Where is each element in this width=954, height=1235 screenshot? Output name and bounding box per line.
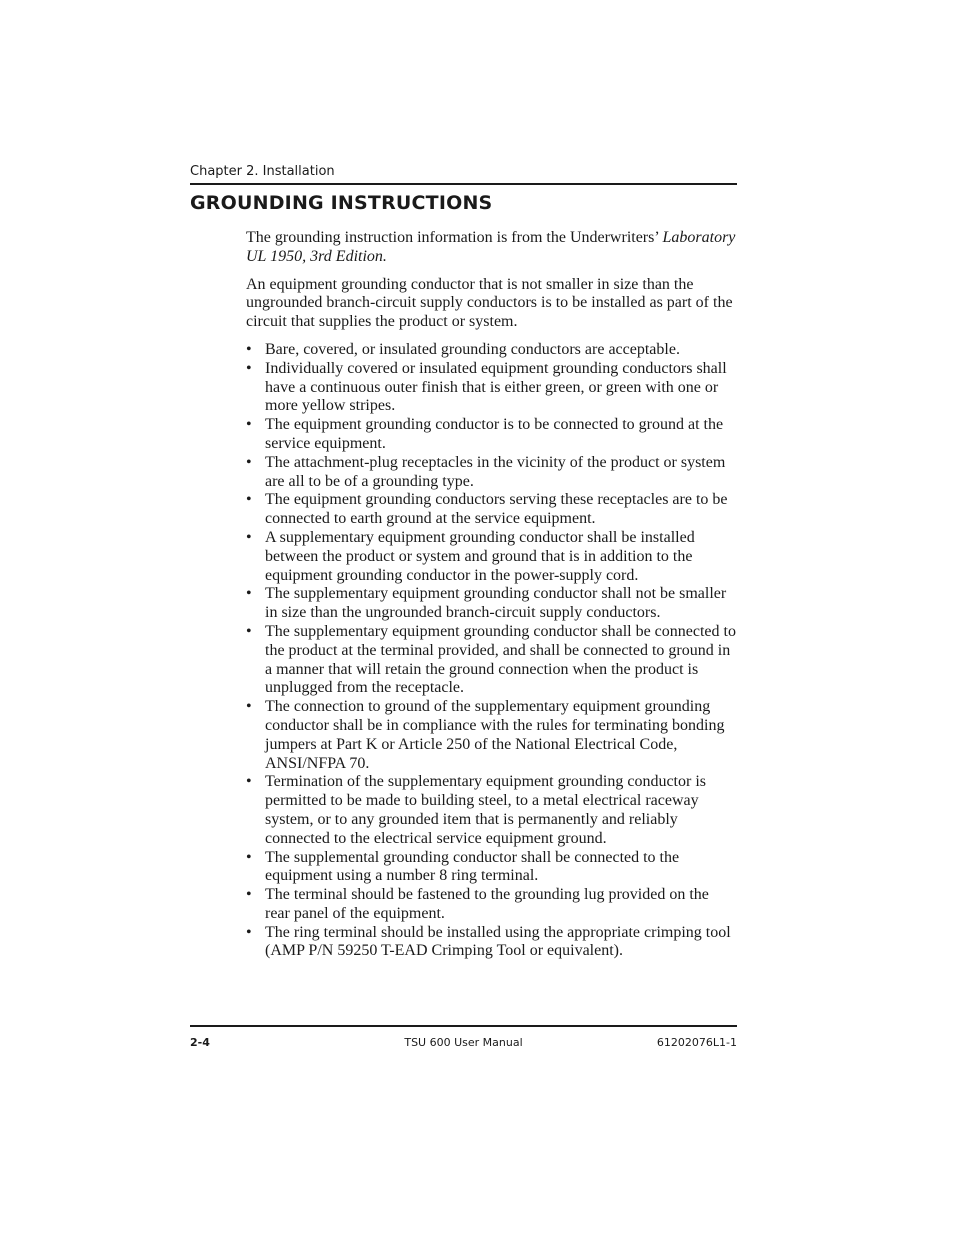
bullet-mark: • [246,848,252,866]
list-item [246,416,736,454]
list-item-text: A supplementary equipment grounding conductor shall be installed between the product or system and ground that is in addition to the equipment grounding conductor in the power-supply cord. [265,528,695,584]
list-item [246,454,736,492]
list-item-text: Termination of the supplementary equipment grounding conductor is permitted to be made to building steel, to a metal electrical raceway system, or to any grounded item that is permanently and reliably connected to the electrical service equipment ground. [265,773,706,847]
list-item-text: The equipment grounding conductor is to be connected to ground at the service equipment. [265,416,724,452]
intro-text: The grounding instruction information is from the Underwriters’ [246,229,663,246]
list-item [246,341,736,360]
intro-reference: Laboratory UL 1950, 3rd Edition. [246,229,736,265]
list-item-text: The supplemental grounding conductor shall be connected to the equipment using a number 8 ring terminal. [265,848,680,885]
bullet-list [246,341,736,961]
footer-page-number: 2-4 [190,1036,210,1049]
list-item [246,585,736,623]
bullet-mark: • [246,773,252,791]
list-item [246,491,736,529]
list-item-text: The equipment grounding conductors serving these receptacles are to be connected to earth ground at the service equipment. [265,491,728,528]
list-item-text: The supplementary equipment grounding conductor shall be connected to the product at the terminal provided, and shall be connected to ground in a manner that will retain the ground connection when the product is unplugged from the receptacle. [265,622,736,697]
footer-doc-number: 61202076L1-1 [656,1036,737,1049]
list-item-text: Individually covered or insulated equipment grounding conductors shall have a continuous outer finish that is either green, or green with one or more yellow stripes. [265,359,727,415]
list-item [246,360,736,416]
bullet-mark: • [246,886,252,904]
conductor-paragraph: An equipment grounding conductor that is not smaller in size than the ungrounded branch-circuit supply conductors is to be installed as part of the circuit that supplies the product or system. [246,275,733,331]
list-item-text: The connection to ground of the supplementary equipment grounding conductor shall be in compliance with the rules for terminating bonding jumpers at Part K or Article 250 of the National Electrical Code, ANSI/NFPA 70. [265,698,725,772]
list-item [246,623,736,698]
list-item [246,773,736,848]
list-item [246,698,736,773]
list-item [246,849,736,887]
list-item-text: The ring terminal should be installed using the appropriate crimping tool (AMP P/N 59250 T-EAD Crimping Tool or equivalent). [265,923,731,960]
list-item [246,924,736,962]
bullet-mark: • [246,528,252,546]
bullet-mark: • [246,698,252,716]
bullet-mark: • [246,923,252,941]
chapter-header: Chapter 2. Installation [190,164,335,179]
list-item-text: The attachment-plug receptacles in the vicinity of the product or system are all to be of a grounding type. [265,453,726,490]
bullet-mark: • [246,453,252,471]
bullet-mark: • [246,340,252,358]
list-item-text: The terminal should be fastened to the grounding lug provided on the rear panel of the equipment. [265,886,709,922]
bullet-mark: • [246,359,252,377]
intro-paragraph [246,229,736,267]
footer-manual-title: TSU 600 User Manual [404,1036,523,1049]
bullet-mark: • [246,622,252,640]
body-content [246,229,736,961]
footer-rule [190,1025,737,1027]
list-item [246,529,736,585]
page-footer [190,1034,737,1052]
list-item-text: Bare, covered, or insulated grounding conductors are acceptable. [265,340,680,358]
bullet-mark: • [246,585,252,603]
section-title: GROUNDING INSTRUCTIONS [190,192,493,214]
header-rule [190,183,737,185]
bullet-mark: • [246,416,252,434]
list-item-text: The supplementary equipment grounding conductor shall not be smaller in size than the ungrounded branch-circuit supply conductors. [265,585,727,622]
list-item [246,886,736,924]
bullet-mark: • [246,491,252,509]
